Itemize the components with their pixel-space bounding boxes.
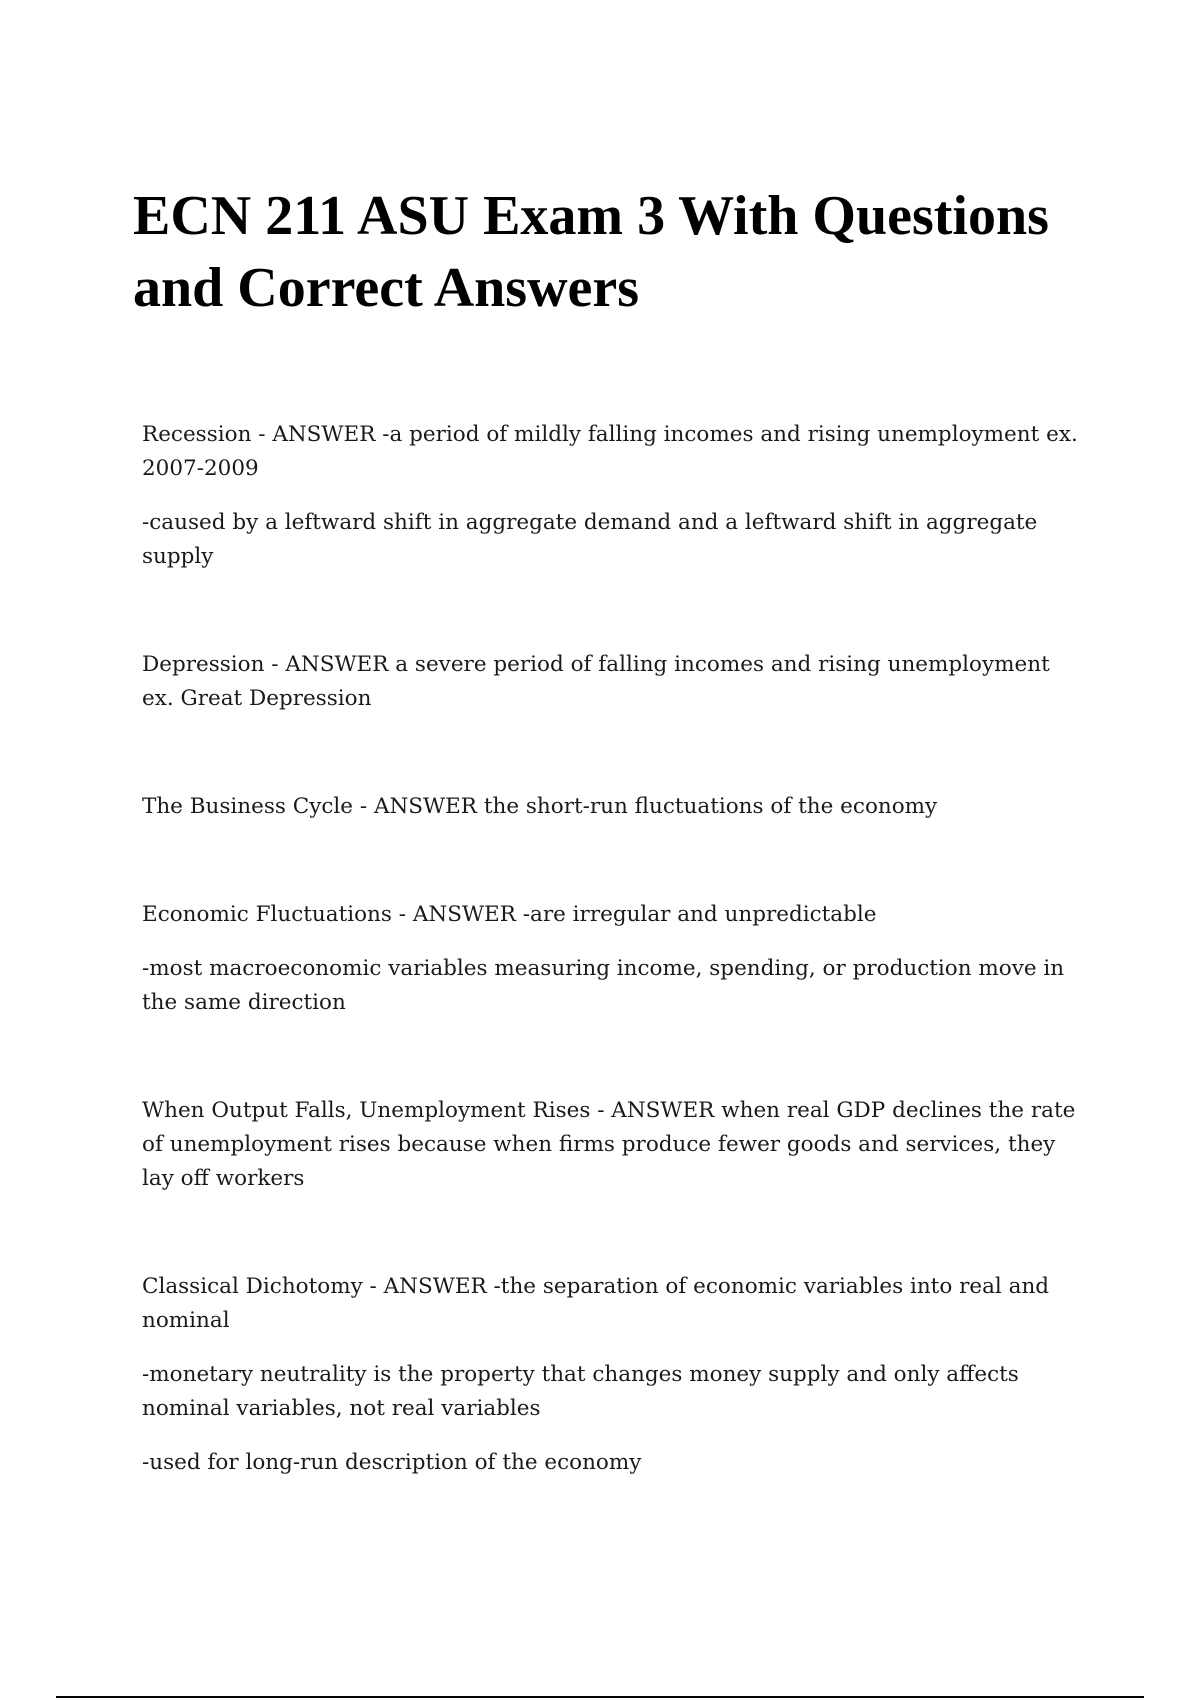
- answer-line: -most macroeconomic variables measuring income, spending, or production move in the same direction: [142, 956, 1065, 1015]
- qa-entry-recession: [142, 418, 1087, 574]
- answer-line: Economic Fluctuations - ANSWER -are irregular and unpredictable: [142, 902, 877, 927]
- qa-entry-economic-fluctuations: [142, 898, 1087, 1020]
- qa-entry-classical-dichotomy: [142, 1270, 1087, 1480]
- answer-line: -caused by a leftward shift in aggregate demand and a leftward shift in aggregate supply: [142, 510, 1038, 569]
- answer-line: -monetary neutrality is the property that changes money supply and only affects nominal variables, not real variables: [142, 1362, 1019, 1421]
- answer-line: Classical Dichotomy - ANSWER -the separation of economic variables into real and nominal: [142, 1274, 1050, 1333]
- qa-entry-depression: [142, 648, 1087, 716]
- answer-line: When Output Falls, Unemployment Rises - ANSWER when real GDP declines the rate of unemployment rises because when firms produce fewer goods and services, they lay off workers: [142, 1098, 1076, 1191]
- answer-line: -used for long-run description of the economy: [142, 1450, 642, 1475]
- answer-line: Depression - ANSWER a severe period of falling incomes and rising unemployment ex. Great Depression: [142, 652, 1050, 711]
- qa-list: [142, 418, 1087, 1480]
- qa-entry-business-cycle: [142, 790, 1087, 824]
- document-title: ECN 211 ASU Exam 3 With Questions and Correct Answers: [133, 185, 1049, 319]
- qa-entry-output-unemployment: [142, 1094, 1087, 1196]
- answer-line: Recession - ANSWER -a period of mildly falling incomes and rising unemployment ex. 2007-2009: [142, 422, 1078, 481]
- answer-line: The Business Cycle - ANSWER the short-run fluctuations of the economy: [142, 794, 938, 819]
- footer-divider: [56, 1696, 1144, 1698]
